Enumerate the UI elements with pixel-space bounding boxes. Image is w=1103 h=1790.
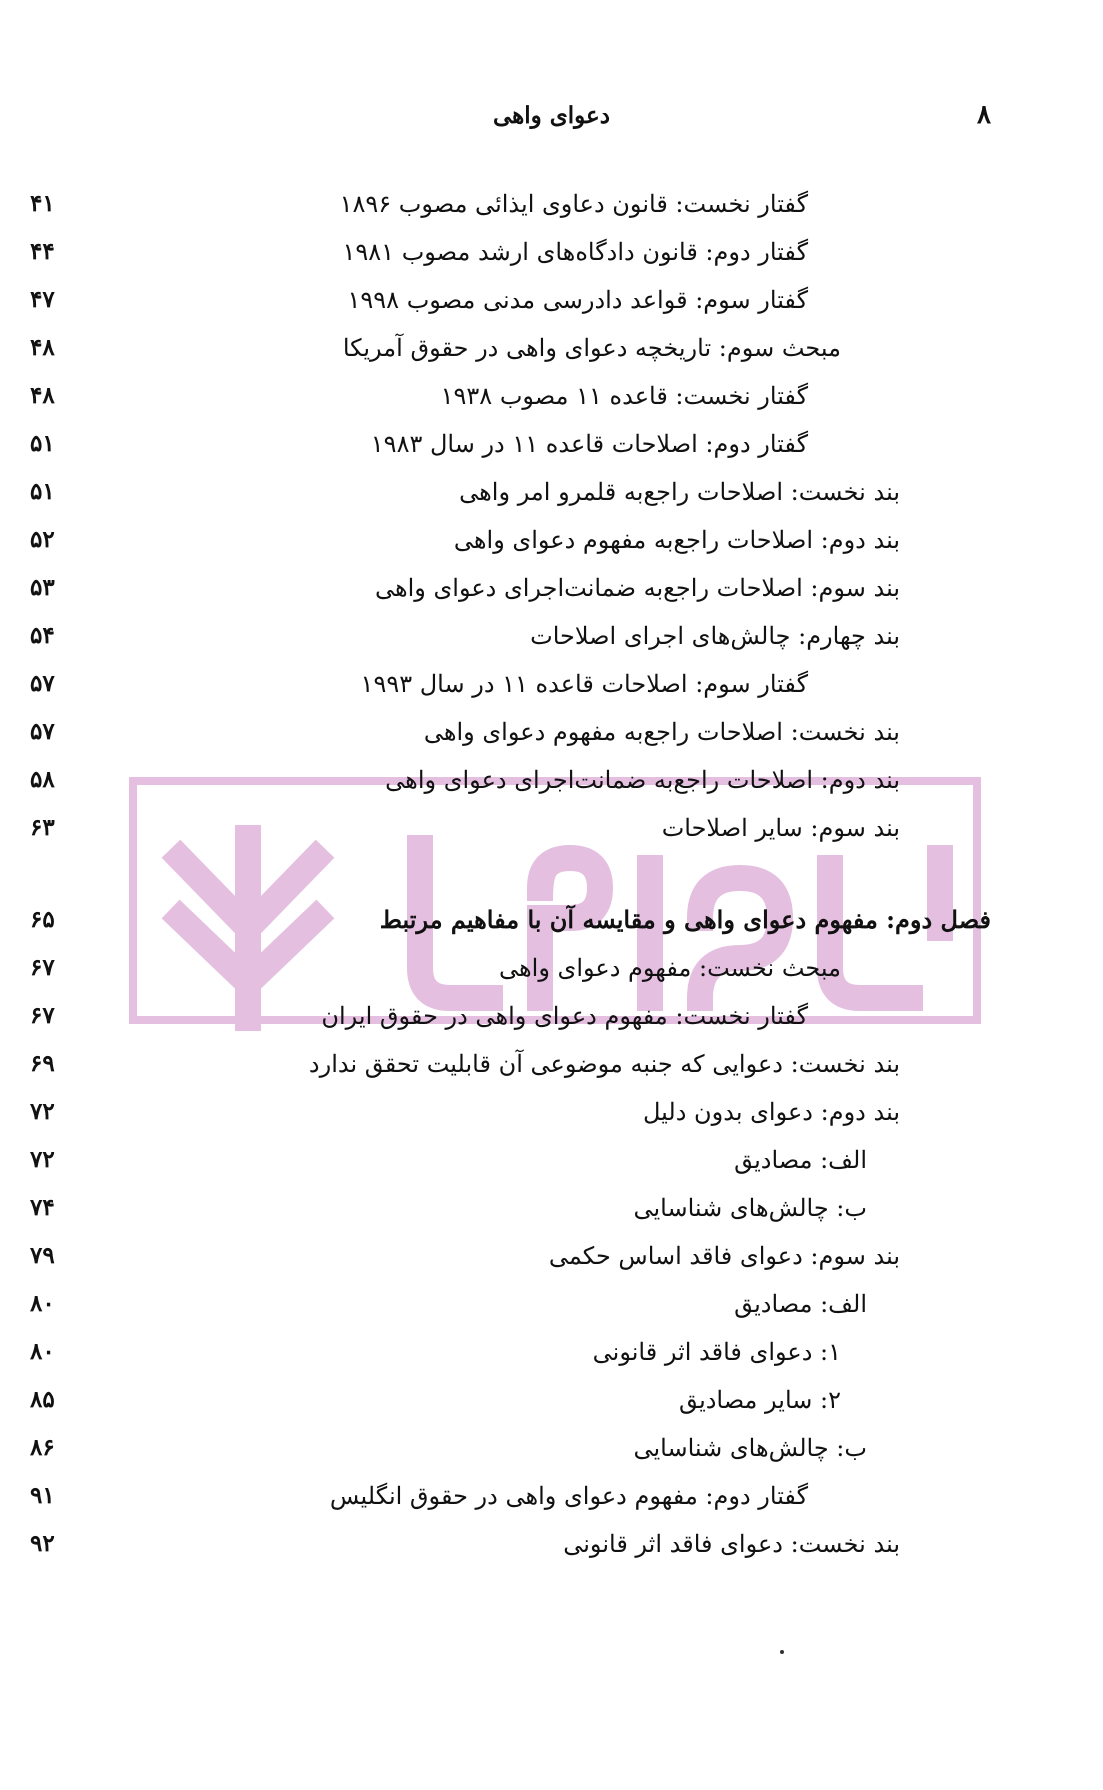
toc-entry-text: بند نخست: اصلاحات راجع‌به قلمرو امر واهی bbox=[459, 478, 900, 506]
toc-row bbox=[0, 278, 1103, 322]
toc-entry-text: بند دوم: اصلاحات راجع‌به ضمانت‌اجرای دعوای واهی bbox=[385, 766, 900, 794]
toc-page-number: ۷۹ bbox=[30, 1242, 55, 1269]
toc-row bbox=[0, 662, 1103, 706]
toc-row bbox=[0, 1042, 1103, 1086]
toc-row bbox=[0, 994, 1103, 1038]
toc-row bbox=[0, 1234, 1103, 1278]
toc-row bbox=[0, 422, 1103, 466]
toc-page-number: ۶۹ bbox=[30, 1050, 55, 1077]
toc-page-number: ۷۲ bbox=[30, 1098, 55, 1125]
toc-row bbox=[0, 182, 1103, 226]
toc-entry-text: گفتار دوم: مفهوم دعوای واهی در حقوق انگلیس bbox=[329, 1482, 808, 1510]
toc-row bbox=[0, 1282, 1103, 1326]
toc-entry-text: گفتار دوم: اصلاحات قاعده ۱۱ در سال ۱۹۸۳ bbox=[370, 430, 808, 458]
toc-row bbox=[0, 326, 1103, 370]
toc-entry-text: گفتار نخست: قانون دعاوی ایذائی مصوب ۱۸۹۶ bbox=[339, 190, 808, 218]
toc-page-number: ۵۷ bbox=[30, 670, 55, 697]
toc-page-number: ۴۷ bbox=[30, 286, 55, 313]
toc-row bbox=[0, 806, 1103, 850]
toc-entry-text: ب: چالش‌های شناسایی bbox=[633, 1434, 867, 1462]
toc-row bbox=[0, 1522, 1103, 1566]
toc-entry-text: الف: مصادیق bbox=[734, 1290, 867, 1318]
scan-speck bbox=[780, 1650, 784, 1654]
toc-row bbox=[0, 230, 1103, 274]
running-title: دعوای واهی bbox=[492, 102, 611, 129]
toc-page-number: ۷۲ bbox=[30, 1146, 55, 1173]
toc-page-number: ۵۱ bbox=[30, 478, 55, 505]
toc-row bbox=[0, 374, 1103, 418]
toc-entry-text: بند نخست: دعوایی که جنبه موضوعی آن قابلیت تحقق ندارد bbox=[308, 1050, 900, 1078]
toc-entry-text: بند سوم: اصلاحات راجع‌به ضمانت‌اجرای دعوای واهی bbox=[374, 574, 900, 602]
toc-page-number: ۸۰ bbox=[30, 1290, 55, 1317]
toc-page-number: ۸۰ bbox=[30, 1338, 55, 1365]
toc-page-number: ۵۸ bbox=[30, 766, 55, 793]
toc-entry-text: گفتار نخست: مفهوم دعوای واهی در حقوق ایران bbox=[321, 1002, 808, 1030]
toc-row bbox=[0, 566, 1103, 610]
toc-page-number: ۶۷ bbox=[30, 954, 55, 981]
toc-row bbox=[0, 518, 1103, 562]
toc-entry-text: بند دوم: اصلاحات راجع‌به مفهوم دعوای واهی bbox=[453, 526, 900, 554]
toc-page-number: ۵۱ bbox=[30, 430, 55, 457]
toc-entry-text: مبحث نخست: مفهوم دعوای واهی bbox=[499, 954, 841, 982]
toc-row bbox=[0, 1426, 1103, 1470]
toc-page-number: ۴۸ bbox=[30, 382, 55, 409]
toc-page-number: ۶۷ bbox=[30, 1002, 55, 1029]
toc-row bbox=[0, 1378, 1103, 1422]
page-number: ۸ bbox=[977, 100, 991, 130]
toc-entry-text: بند نخست: دعوای فاقد اثر قانونی bbox=[563, 1530, 900, 1558]
toc-page-number: ۶۳ bbox=[30, 814, 55, 841]
toc-chapter-title: فصل دوم: مفهوم دعوای واهی و مقایسه آن با مفاهیم مرتبط bbox=[379, 905, 991, 934]
toc-row-chapter bbox=[0, 898, 1103, 942]
toc-row bbox=[0, 1186, 1103, 1230]
toc-row bbox=[0, 614, 1103, 658]
toc-row bbox=[0, 1138, 1103, 1182]
toc-row bbox=[0, 1474, 1103, 1518]
toc-entry-text: گفتار سوم: اصلاحات قاعده ۱۱ در سال ۱۹۹۳ bbox=[360, 670, 808, 698]
toc-entry-text: ۲: سایر مصادیق bbox=[679, 1386, 841, 1414]
toc-page-number: ۵۲ bbox=[30, 526, 55, 553]
toc-page-number: ۴۱ bbox=[30, 190, 55, 217]
toc-page-number: ۶۵ bbox=[30, 906, 55, 933]
toc-page-number: ۵۷ bbox=[30, 718, 55, 745]
toc-page-number: ۷۴ bbox=[30, 1194, 55, 1221]
toc-row bbox=[0, 1090, 1103, 1134]
toc-entry-text: بند چهارم: چالش‌های اجرای اصلاحات bbox=[530, 622, 900, 650]
toc-entry-text: گفتار نخست: قاعده ۱۱ مصوب ۱۹۳۸ bbox=[440, 382, 808, 410]
toc-page-number: ۸۶ bbox=[30, 1434, 55, 1461]
toc-row bbox=[0, 710, 1103, 754]
toc-entry-text: ۱: دعوای فاقد اثر قانونی bbox=[592, 1338, 841, 1366]
toc-page-number: ۹۱ bbox=[30, 1482, 55, 1509]
toc-entry-text: بند سوم: دعوای فاقد اساس حکمی bbox=[548, 1242, 900, 1270]
toc-page-number: ۹۲ bbox=[30, 1530, 55, 1557]
toc-entry-text: بند سوم: سایر اصلاحات bbox=[661, 814, 900, 842]
toc-entry-text: بند نخست: اصلاحات راجع‌به مفهوم دعوای واهی bbox=[423, 718, 900, 746]
toc-page-number: ۵۳ bbox=[30, 574, 55, 601]
toc-page-number: ۴۸ bbox=[30, 334, 55, 361]
toc-page-number: ۸۵ bbox=[30, 1386, 55, 1413]
toc-entry-text: گفتار دوم: قانون دادگاه‌های ارشد مصوب ۱۹۸۱ bbox=[342, 238, 808, 266]
toc-page-number: ۴۴ bbox=[30, 238, 55, 265]
toc-entry-text: گفتار سوم: قواعد دادرسی مدنی مصوب ۱۹۹۸ bbox=[347, 286, 808, 314]
toc-entry-text: الف: مصادیق bbox=[734, 1146, 867, 1174]
toc-entry-text: ب: چالش‌های شناسایی bbox=[633, 1194, 867, 1222]
toc-row bbox=[0, 946, 1103, 990]
toc-row bbox=[0, 470, 1103, 514]
toc-row bbox=[0, 758, 1103, 802]
toc-entry-text: مبحث سوم: تاریخچه دعوای واهی در حقوق آمریکا bbox=[342, 334, 841, 362]
toc-entry-text: بند دوم: دعوای بدون دلیل bbox=[642, 1098, 900, 1126]
toc-row bbox=[0, 1330, 1103, 1374]
toc-page-number: ۵۴ bbox=[30, 622, 55, 649]
page-header bbox=[0, 100, 1103, 140]
